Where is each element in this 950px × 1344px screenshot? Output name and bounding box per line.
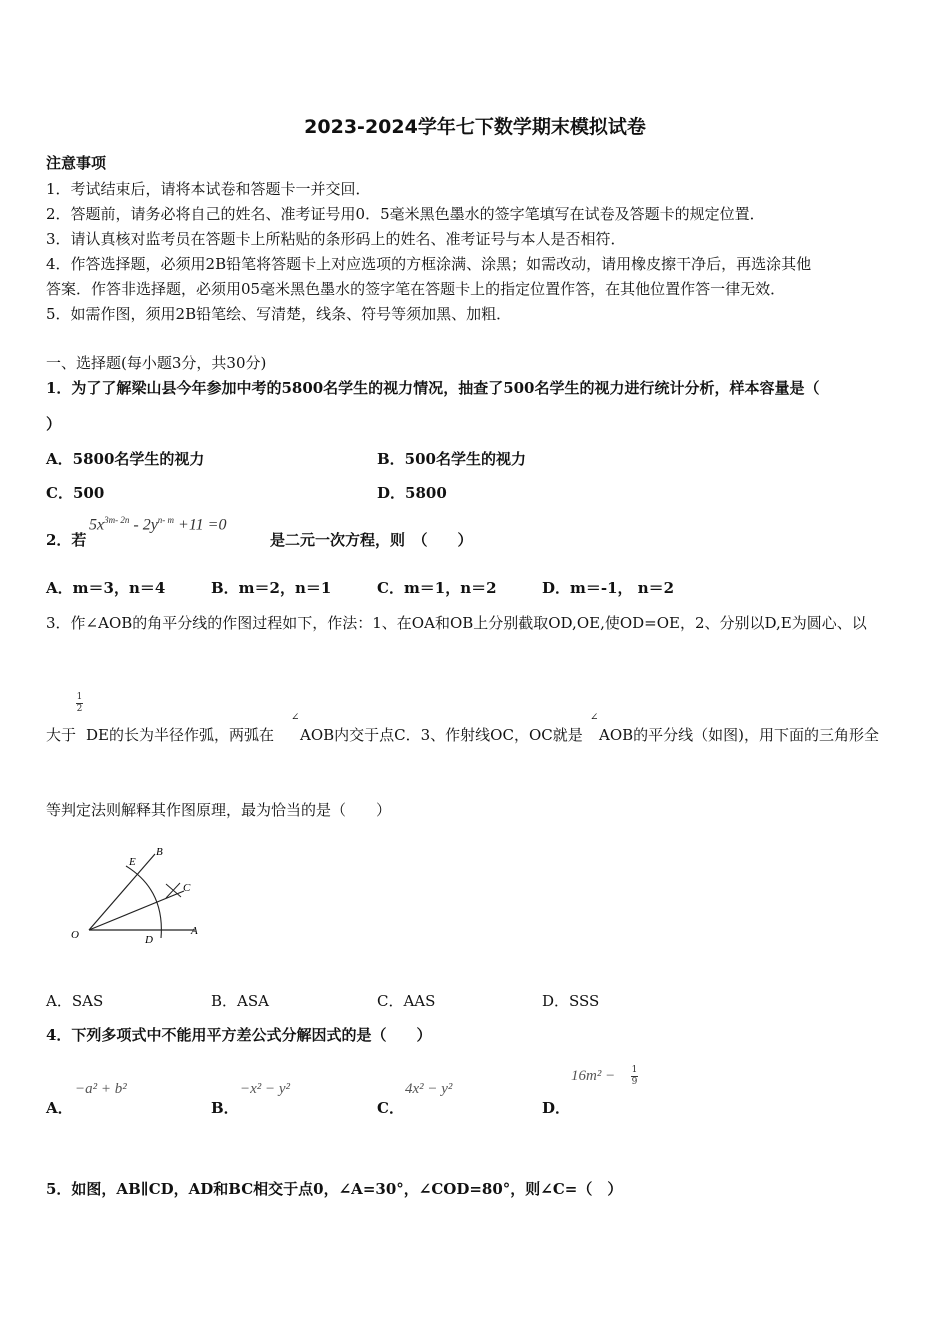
q4-option-d-fraction bbox=[631, 1066, 638, 1087]
q2-suffix: 是二元一次方程，则 （ ） bbox=[270, 531, 473, 549]
q2-equation bbox=[89, 515, 226, 534]
q1-option-d: D．5800 bbox=[377, 484, 447, 502]
q1-stem-cont: ） bbox=[46, 415, 62, 433]
notice-item-4: 4．作答选择题，必须用2B铅笔将答题卡上对应选项的方框涂满、涂黑；如需改动，请用橡皮擦干净后，再选涂其他 bbox=[46, 255, 812, 273]
q4-option-c-expr: 4x² − y² bbox=[405, 1081, 453, 1097]
notice-item-3: 3．请认真核对监考员在答题卡上所粘贴的条形码上的姓名、准考证号与本人是否相符． bbox=[46, 230, 626, 248]
q3-fraction-half bbox=[76, 693, 83, 714]
notice-item-1: 1．考试结束后，请将本试卷和答题卡一并交回． bbox=[46, 180, 371, 198]
q3-frac-den: 2 bbox=[76, 704, 83, 714]
q5-stem: 5．如图，AB∥CD，AD和BC相交于点0，∠A=30°，∠COD=80°，则∠C=（ ） bbox=[46, 1180, 623, 1198]
label-o: O bbox=[71, 929, 79, 941]
notice-item-4-cont: 答案．作答非选择题，必须用05毫米黑色墨水的签字笔在答题卡上的指定位置作答，在其他位置作答一律无效． bbox=[46, 280, 786, 298]
label-e: E bbox=[129, 856, 136, 868]
q3-option-c: C．AAS bbox=[377, 992, 436, 1010]
q3-option-b: B．ASA bbox=[211, 992, 269, 1010]
q2-option-a: A．m＝3，n＝4 bbox=[46, 579, 166, 597]
q4-option-d-label: D． bbox=[542, 1099, 571, 1117]
q2-exp-2: n- m bbox=[157, 515, 175, 525]
q4-option-b-expr: −x² − y² bbox=[240, 1081, 291, 1097]
notice-item-5: 5．如需作图，须用2B铅笔绘、写清楚，线条、符号等须加黑、加粗． bbox=[46, 305, 512, 323]
q4-d-frac-den: 9 bbox=[631, 1077, 638, 1087]
q1-option-b: B．500名学生的视力 bbox=[377, 450, 526, 468]
q3-stem-2d: AOB的平分线（如图)，用下面的三角形全 bbox=[599, 726, 880, 744]
q2-minus: - 2 bbox=[129, 516, 151, 534]
notice-heading: 注意事项 bbox=[46, 154, 107, 172]
q3-stem: 3．作∠AOB的角平分线的作图过程如下，作法：1、在OA和OB上分别截取OD,OE,使OD=OE，2、分别以D,E为圆心、以 bbox=[46, 614, 867, 632]
q1-stem: 1．为了了解梁山县今年参加中考的5800名学生的视力情况，抽查了500名学生的视力进行统计分析，样本容量是（ bbox=[46, 379, 820, 397]
q3-angle-symbol-1: ∠ bbox=[291, 712, 300, 723]
q4-option-a-label: A． bbox=[46, 1099, 73, 1117]
q2-option-c: C．m＝1，n＝2 bbox=[377, 579, 497, 597]
q2-option-b: B．m＝2，n＝1 bbox=[211, 579, 332, 597]
q4-stem: 4．下列多项式中不能用平方差公式分解因式的是（ ） bbox=[46, 1026, 432, 1044]
section-heading: 一、选择题(每小题3分，共30分) bbox=[46, 354, 267, 372]
q1-option-c: C．500 bbox=[46, 484, 105, 502]
q2-option-d: D．m＝-1， n＝2 bbox=[542, 579, 675, 597]
q2-prefix: 2．若 bbox=[46, 531, 87, 549]
q2-exp-1: 3m- 2n bbox=[104, 515, 130, 525]
q2-var-y: y bbox=[150, 516, 158, 534]
q4-option-c-label: C． bbox=[377, 1099, 404, 1117]
notice-item-2: 2．答题前，请务必将自己的姓名、准考证号用0．5毫米黑色墨水的签字笔填写在试卷及答题卡的规定位置． bbox=[46, 205, 765, 223]
q3-angle-symbol-2: ∠ bbox=[590, 712, 599, 723]
q4-d-frac-num: 1 bbox=[631, 1065, 638, 1075]
page-title: 2023-2024学年七下数学期末模拟试卷 bbox=[304, 116, 646, 138]
q3-frac-num: 1 bbox=[76, 692, 83, 702]
q3-stem-3: 等判定法则解释其作图原理，最为恰当的是（ ） bbox=[46, 801, 392, 819]
q4-option-b-label: B． bbox=[211, 1099, 239, 1117]
q3-option-a: A．SAS bbox=[46, 992, 104, 1010]
ray-oc bbox=[89, 891, 184, 930]
q2-coef: 5 bbox=[89, 516, 97, 534]
q2-tail: +11 =0 bbox=[174, 516, 227, 534]
label-a: A bbox=[191, 925, 198, 937]
q2-var-x: x bbox=[97, 516, 105, 534]
q3-figure bbox=[60, 840, 210, 950]
ray-ob bbox=[89, 854, 155, 930]
label-b: B bbox=[156, 846, 163, 858]
q3-stem-2b: DE的长为半径作弧，两弧在 bbox=[86, 726, 274, 744]
q4-option-a-expr: −a² + b² bbox=[75, 1081, 127, 1097]
q3-stem-2c: AOB内交于点C．3、作射线OC，OC就是 bbox=[300, 726, 583, 744]
q4-option-d-expr: 16m² − bbox=[571, 1068, 616, 1084]
q1-option-a: A．5800名学生的视力 bbox=[46, 450, 205, 468]
q3-stem-2a: 大于 bbox=[46, 726, 77, 744]
label-c: C bbox=[183, 882, 191, 894]
label-d: D bbox=[145, 934, 153, 946]
q3-option-d: D．SSS bbox=[542, 992, 600, 1010]
